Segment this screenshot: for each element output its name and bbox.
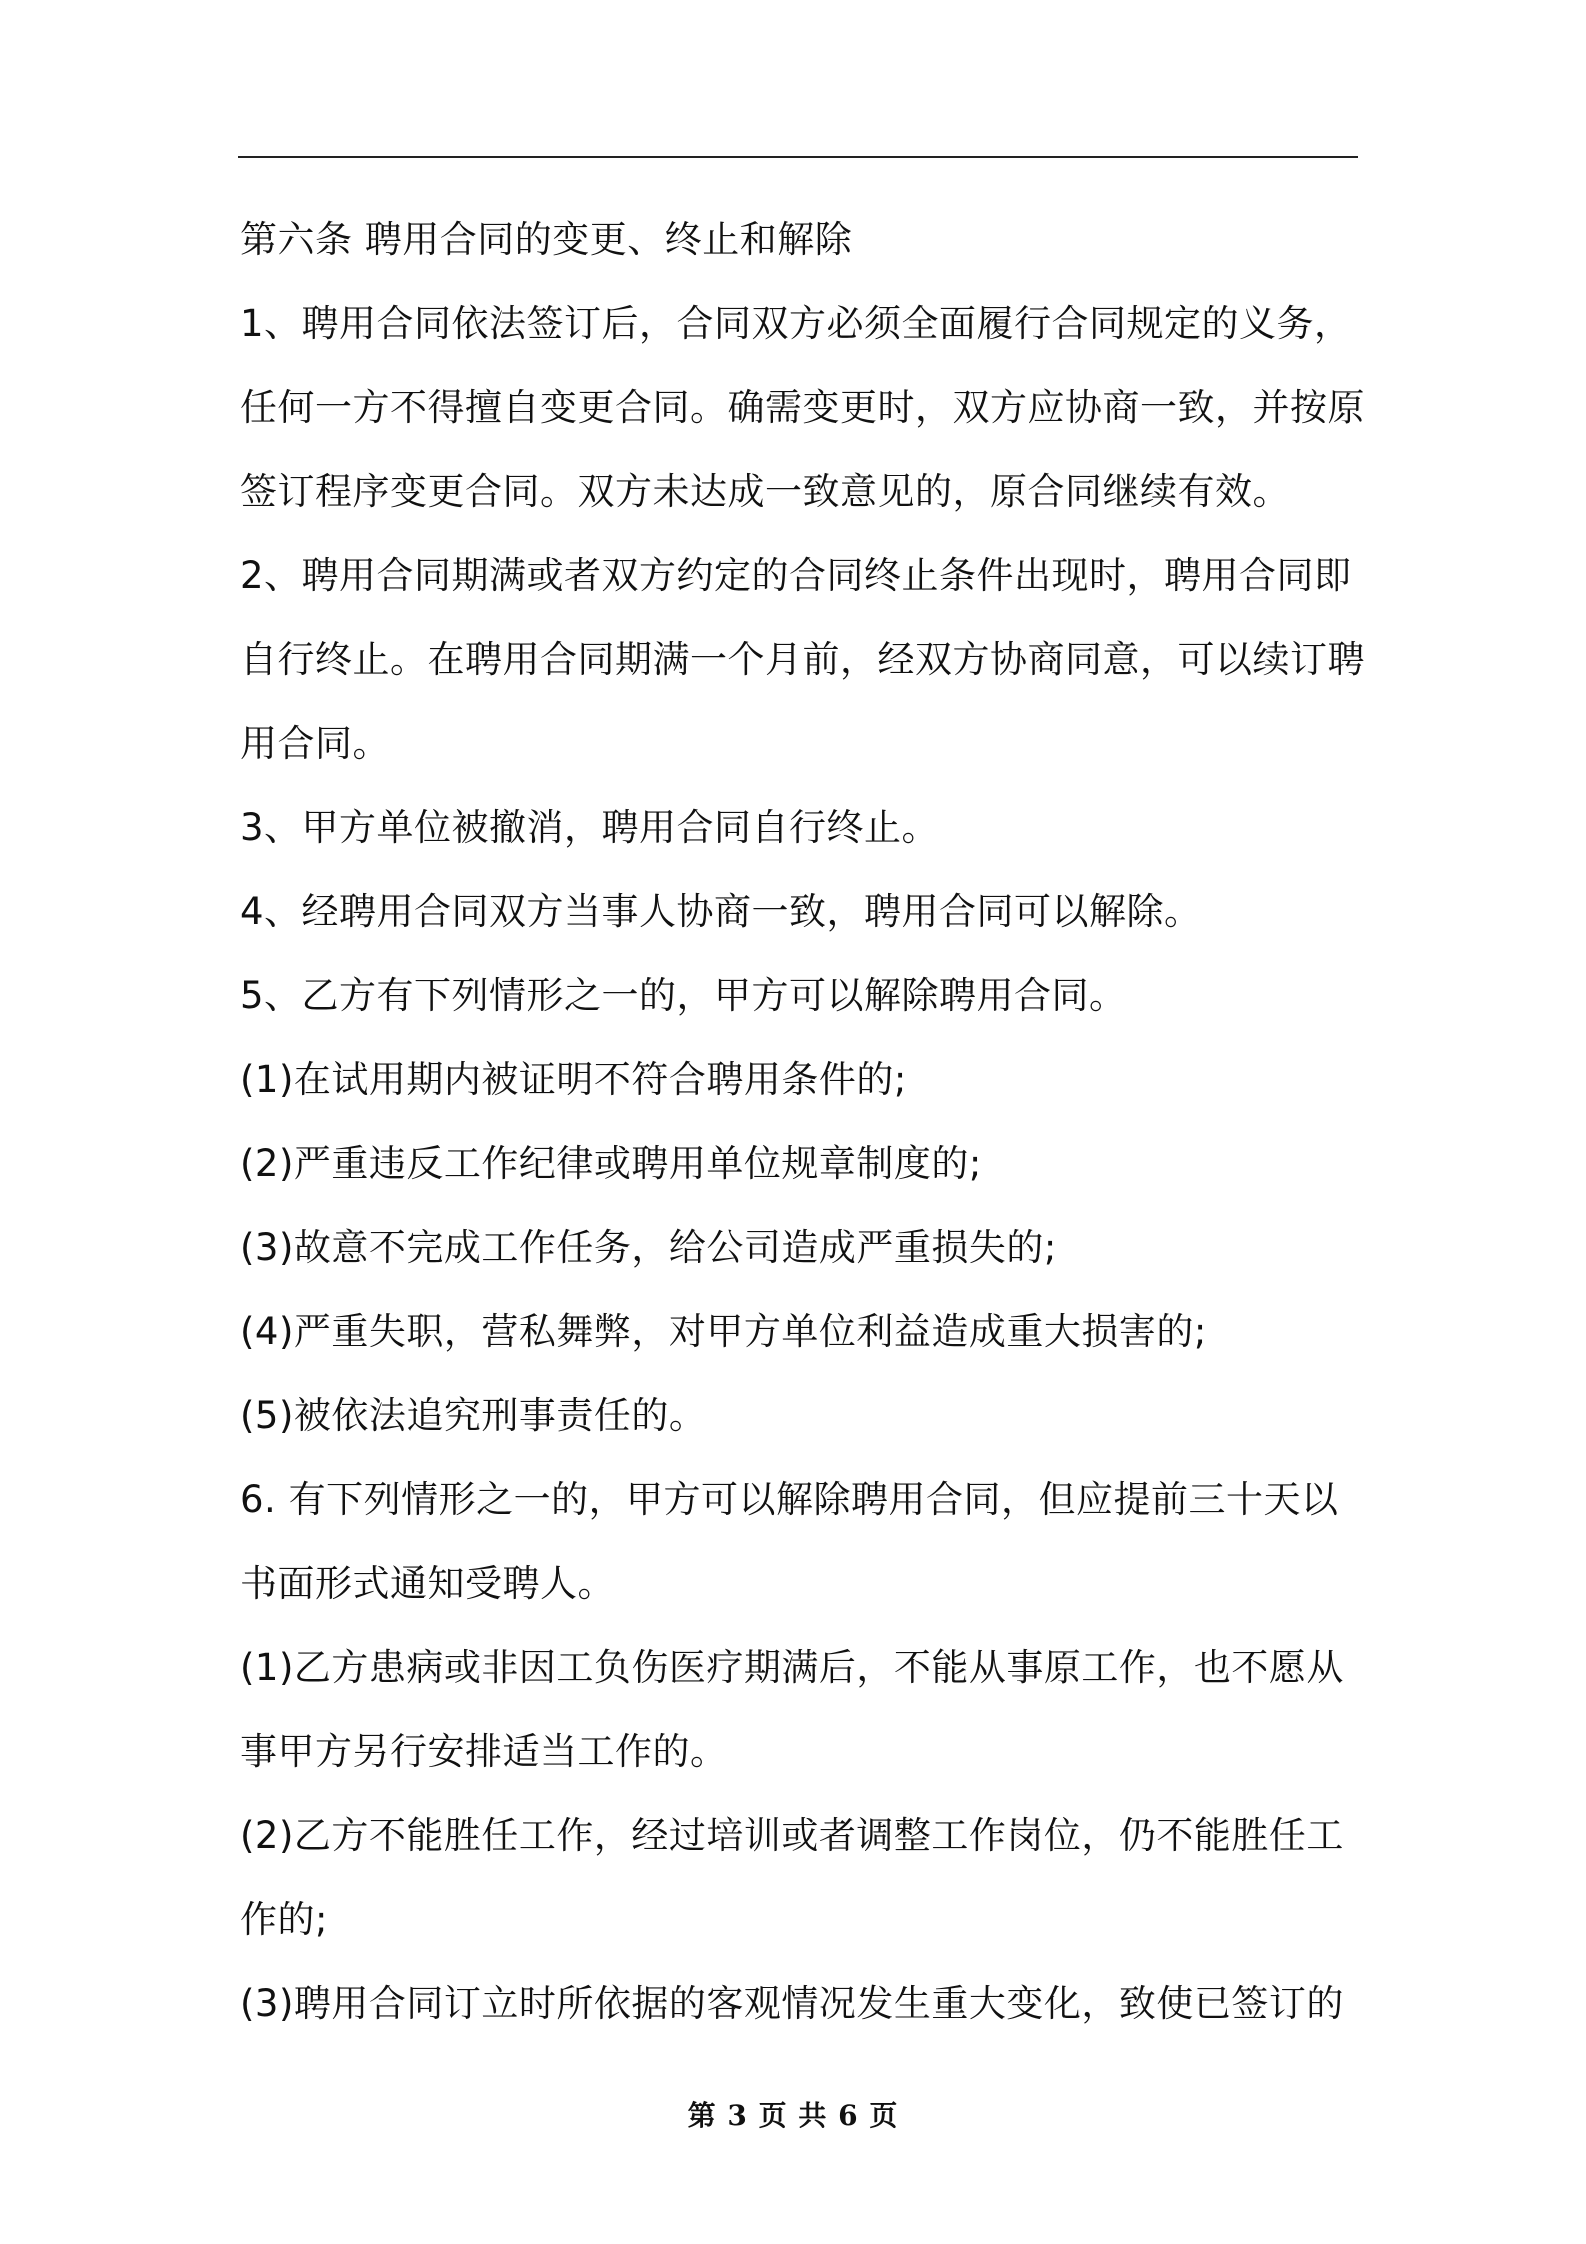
paragraph-line: 书面形式通知受聘人。 xyxy=(240,1562,615,1605)
list-item: (1)在试用期内被证明不符合聘用条件的; xyxy=(240,1058,907,1101)
paragraph-line: 4、经聘用合同双方当事人协商一致，聘用合同可以解除。 xyxy=(240,890,1202,933)
list-item: (2)乙方不能胜任工作，经过培训或者调整工作岗位，仍不能胜任工 xyxy=(240,1814,1344,1857)
paragraph-line: 签订程序变更合同。双方未达成一致意见的，原合同继续有效。 xyxy=(240,470,1290,513)
list-item: (3)故意不完成工作任务，给公司造成严重损失的; xyxy=(240,1226,1057,1269)
paragraph-line: 5、乙方有下列情形之一的，甲方可以解除聘用合同。 xyxy=(240,974,1127,1017)
paragraph-line: 自行终止。在聘用合同期满一个月前，经双方协商同意，可以续订聘 xyxy=(240,638,1365,681)
section-title: 第六条 聘用合同的变更、终止和解除 xyxy=(240,218,853,261)
header-rule xyxy=(238,156,1358,158)
paragraph-line: 用合同。 xyxy=(240,722,390,765)
paragraph-line: 6. 有下列情形之一的，甲方可以解除聘用合同，但应提前三十天以 xyxy=(240,1478,1339,1521)
list-item: (3)聘用合同订立时所依据的客观情况发生重大变化，致使已签订的 xyxy=(240,1982,1344,2025)
list-item: 事甲方另行安排适当工作的。 xyxy=(240,1730,728,1773)
paragraph-line: 任何一方不得擅自变更合同。确需变更时，双方应协商一致，并按原 xyxy=(240,386,1365,429)
list-item: (5)被依法追究刑事责任的。 xyxy=(240,1394,707,1437)
list-item: (4)严重失职，营私舞弊，对甲方单位利益造成重大损害的; xyxy=(240,1310,1207,1353)
document-body xyxy=(240,198,1365,2046)
page-indicator: 第 3 页 共 6 页 xyxy=(687,2099,899,2132)
paragraph-line: 3、甲方单位被撤消，聘用合同自行终止。 xyxy=(240,806,940,849)
list-item: (1)乙方患病或非因工负伤医疗期满后，不能从事原工作，也不愿从 xyxy=(240,1646,1344,1689)
paragraph-line: 2、聘用合同期满或者双方约定的合同终止条件出现时，聘用合同即 xyxy=(240,554,1352,597)
list-item: 作的; xyxy=(240,1898,328,1941)
list-item: (2)严重违反工作纪律或聘用单位规章制度的; xyxy=(240,1142,982,1185)
paragraph-line: 1、聘用合同依法签订后，合同双方必须全面履行合同规定的义务， xyxy=(240,302,1352,345)
